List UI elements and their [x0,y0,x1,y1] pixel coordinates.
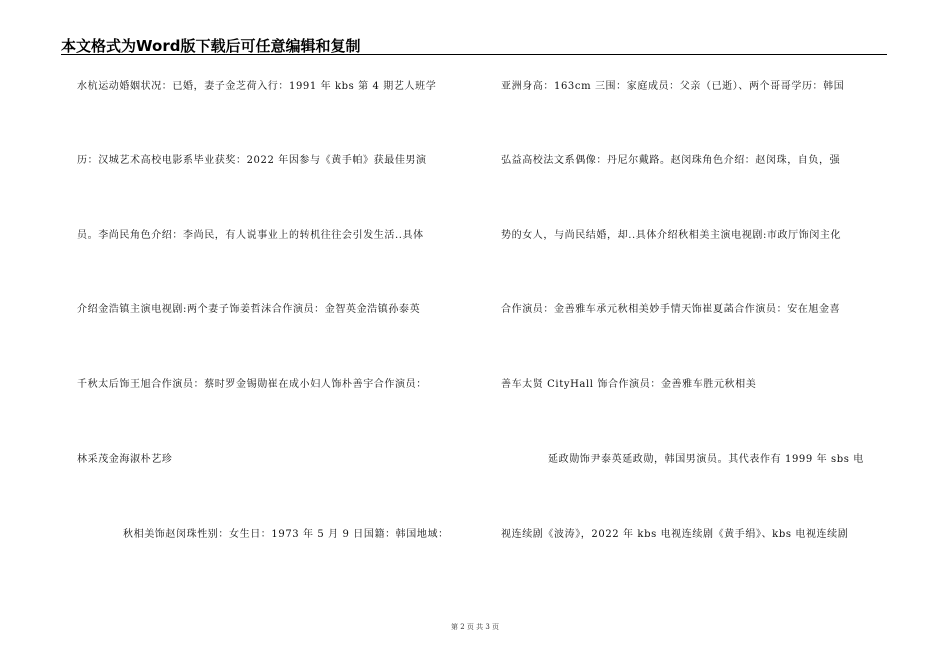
left-line-7: 秋相美饰赵闵珠性别：女生日：1973 年 5 月 9 日国籍：韩国地域： [123,529,449,540]
page-header-title: 本文格式为Word版下载后可任意编辑和复制 [61,37,361,55]
right-line-1: 亚洲身高：163cm 三围：家庭成员：父亲（已逝）、两个哥哥学历：韩国 [501,81,845,92]
page-number-footer: 第 2 页 共 3 页 [450,623,500,631]
left-line-6: 林采茂金海淑朴艺珍 [77,454,173,465]
header-divider [61,54,887,55]
left-line-1: 水杭运动婚姻状况：已婚，妻子金芝荷入行：1991 年 kbs 第 4 期艺人班学 [77,81,437,92]
right-line-4: 合作演员：金善雅车承元秋相美妙手情天饰崔夏菡合作演员：安在旭金喜 [501,304,841,315]
left-line-3: 员。李尚民角色介绍：李尚民，有人说事业上的转机往往会引发生活..具体 [77,230,424,241]
right-line-5: 善车太贤 CityHall 饰合作演员：金善雅车胜元秋相美 [501,379,757,390]
right-line-2: 弘益高校法文系偶像：丹尼尔戴路。赵闵珠角色介绍：赵闵珠，自负，强 [501,155,841,166]
right-line-6: 延政勋饰尹泰英延政勋，韩国男演员。其代表作有 1999 年 sbs 电 [548,454,864,465]
left-line-4: 介绍金浩镇主演电视剧:两个妻子饰姜哲沫合作演员：金智英金浩镇孙泰英 [77,304,421,315]
right-line-3: 势的女人，与尚民结婚，却..具体介绍秋相美主演电视剧:市政厅饰闵主化 [501,230,842,241]
right-line-7: 视连续剧《波涛》，2022 年 kbs 电视连续剧《黄手绢》、kbs 电视连续剧 [501,529,849,540]
left-line-2: 历：汉城艺术高校电影系毕业获奖：2022 年因参与《黄手帕》获最佳男演 [77,155,427,166]
left-line-5: 千秋太后饰王旭合作演员：蔡时罗金锡勋崔在成小妇人饰朴善宇合作演员： [77,379,427,390]
